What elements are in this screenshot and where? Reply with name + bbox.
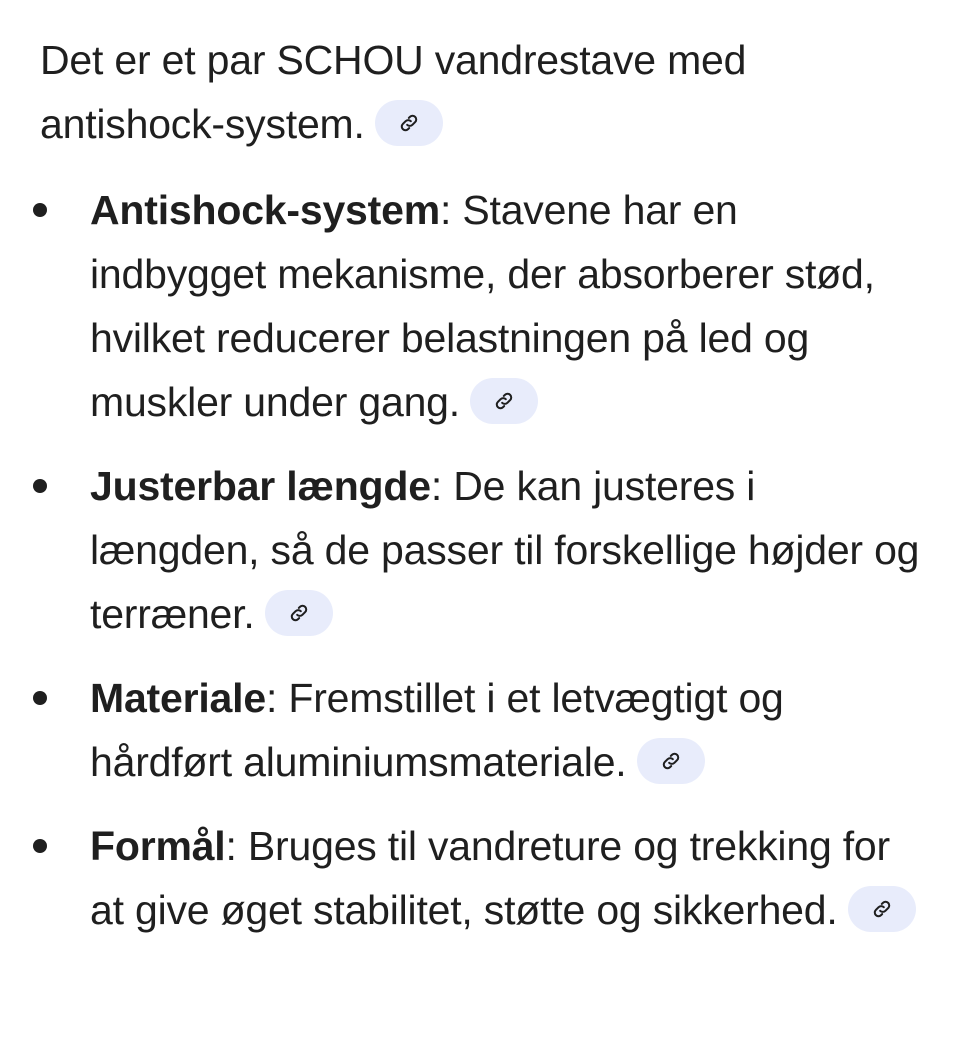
intro-text: Det er et par SCHOU vandrestave med antishock-system. <box>40 37 747 147</box>
bullet-separator: : <box>439 187 452 233</box>
response-content <box>40 28 920 962</box>
intro-paragraph <box>40 28 920 156</box>
source-link-chip[interactable] <box>470 378 538 424</box>
source-link-chip[interactable] <box>848 886 916 932</box>
bullet-term: Materiale <box>90 675 266 721</box>
bullet-dot <box>33 691 47 705</box>
bullet-text: De kan justeres i længden, så de passer til forskellige højder og terræner. <box>90 463 920 637</box>
link-icon <box>871 898 893 920</box>
bullet-separator: : <box>430 463 443 509</box>
link-icon <box>660 750 682 772</box>
bullet-dot <box>33 203 47 217</box>
bullet-term: Formål <box>90 823 226 869</box>
bullet-dot <box>33 479 47 493</box>
list-item <box>40 454 920 646</box>
bullet-text: Bruges til vandreture og trekking for at give øget stabilitet, støtte og sikkerhed. <box>90 823 890 933</box>
source-link-chip[interactable] <box>637 738 705 784</box>
list-item <box>40 178 920 434</box>
link-icon <box>288 602 310 624</box>
bullet-separator: : <box>225 823 237 869</box>
feature-list <box>40 178 920 942</box>
bullet-term: Justerbar længde <box>90 463 431 509</box>
source-link-chip[interactable] <box>265 590 333 636</box>
bullet-text: Fremstillet i et letvægtigt og hårdført aluminiumsmateriale. <box>90 675 784 785</box>
bullet-dot <box>33 839 47 853</box>
bullet-separator: : <box>265 675 278 721</box>
link-icon <box>493 390 515 412</box>
link-icon <box>398 112 420 134</box>
bullet-term: Antishock-system <box>90 187 440 233</box>
source-link-chip[interactable] <box>375 100 443 146</box>
bullet-text: Stavene har en indbygget mekanisme, der absorberer stød, hvilket reducerer belastningen på led og muskler under gang. <box>90 187 875 425</box>
list-item <box>40 814 920 942</box>
list-item <box>40 666 920 794</box>
